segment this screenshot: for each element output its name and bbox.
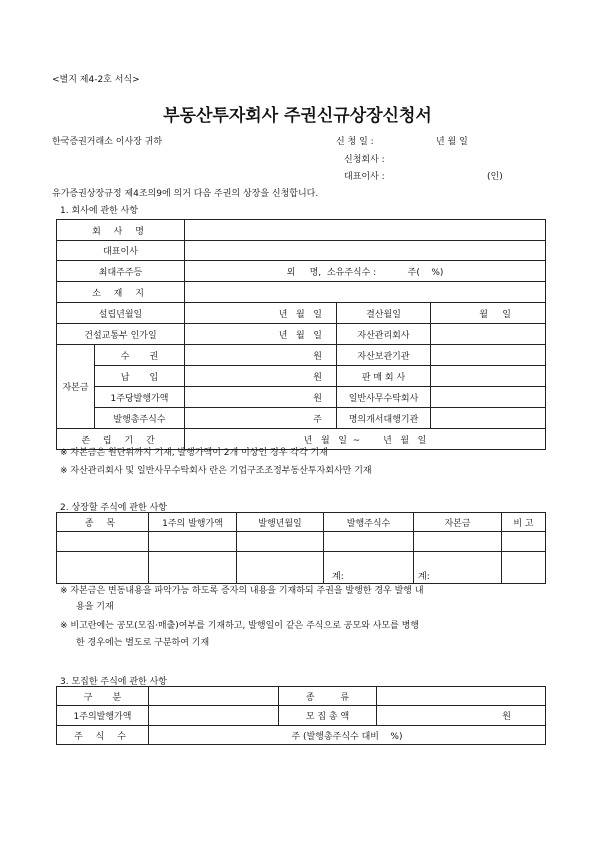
table-cell[interactable] xyxy=(237,552,324,584)
capital-row-field[interactable]: 원 xyxy=(185,387,337,408)
capital-row-right-label: 일반사무수탁회사 xyxy=(337,387,431,408)
section1-note: ※ 자본금은 원단위까지 기재, 발행가액이 2개 이상인 경우 각각 기재 xyxy=(60,448,328,458)
section1-heading: 1. 회사에 관한 사항 xyxy=(60,206,139,216)
section2-heading: 2. 상장할 주식에 관한 사항 xyxy=(60,503,167,513)
capital-row-label: 납 입 xyxy=(95,366,185,387)
table-cell[interactable] xyxy=(502,552,546,584)
representative-label: 대표이사 : xyxy=(344,172,385,182)
column-header: 1주의 발행가액 xyxy=(149,513,237,532)
capital-row-field[interactable]: 원 xyxy=(185,366,337,387)
table-cell[interactable] xyxy=(502,532,546,552)
shares-total[interactable]: 계: xyxy=(324,552,414,584)
capital-row-right-field[interactable] xyxy=(431,366,546,387)
issue-price-label: 1주의발행가액 xyxy=(57,706,149,726)
addressee: 한국증권거래소 이사장 귀하 xyxy=(52,137,163,147)
capital-row-right-field[interactable] xyxy=(431,408,546,429)
issue-price-field[interactable] xyxy=(149,706,279,726)
kind-label: 종 류 xyxy=(279,687,377,706)
asset-manager-label: 자산관리회사 xyxy=(337,324,431,345)
table-cell[interactable] xyxy=(414,532,502,552)
apply-date-label: 신 청 일 : xyxy=(336,137,374,147)
capital-total[interactable]: 계: xyxy=(414,552,502,584)
ceo-field[interactable] xyxy=(185,241,546,261)
capital-row-field[interactable]: 주 xyxy=(185,408,337,429)
capital-row-right-field[interactable] xyxy=(431,345,546,366)
table-cell[interactable] xyxy=(149,532,237,552)
document-title: 부동산투자회사 주권신규상장신청서 xyxy=(163,106,432,126)
seal-mark: (인) xyxy=(487,172,503,182)
total-amount-field[interactable]: 원 xyxy=(377,706,546,726)
apply-date-units: 년 월 일 xyxy=(436,137,468,147)
intro-text: 유가증권상장규정 제4조의9에 의거 다음 주권의 상장을 신청합니다. xyxy=(52,189,319,199)
section2-note: 용을 기재 xyxy=(76,602,114,612)
shares-field[interactable]: 주 (발행총주식수 대비 %) xyxy=(149,726,546,745)
section2-note: 한 경우에는 별도로 구분하여 기재 xyxy=(76,638,210,648)
column-header: 발행주식수 xyxy=(324,513,414,532)
capital-row-field[interactable]: 원 xyxy=(185,345,337,366)
kind-field[interactable] xyxy=(377,687,546,706)
capital-row-right-field[interactable] xyxy=(431,387,546,408)
ministry-approval-field[interactable]: 년 월 일 xyxy=(185,324,337,345)
section1-note: ※ 자산관리회사 및 일반사무수탁회사 란은 기업구조조정부동산투자회사만 기재 xyxy=(60,466,372,476)
major-holder-label: 최대주주등 xyxy=(57,261,185,282)
division-field[interactable] xyxy=(149,687,279,706)
company-name-field[interactable] xyxy=(185,220,546,241)
capital-row-right-label: 명의개서대행기관 xyxy=(337,408,431,429)
capital-row-label: 수 권 xyxy=(95,345,185,366)
establish-date-label: 설립년월일 xyxy=(57,303,185,324)
ceo-label: 대표이사 xyxy=(57,241,185,261)
ministry-approval-label: 건설교통부 인가일 xyxy=(57,324,185,345)
establish-date-field[interactable]: 년 월 일 xyxy=(185,303,337,324)
table-cell[interactable] xyxy=(149,552,237,584)
total-amount-label: 모 집 총 액 xyxy=(279,706,377,726)
section2-note: ※ 자본금은 변동내용을 파악가능 하도록 증자의 내용을 기재하되 주권을 발행한 경우 발행 내 xyxy=(60,586,424,596)
capital-row-label: 발행총주식수 xyxy=(95,408,185,429)
capital-row-right-label: 자산보관기관 xyxy=(337,345,431,366)
offering-table xyxy=(56,686,546,745)
asset-manager-field[interactable] xyxy=(431,324,546,345)
form-number: <별지 제4-2호 서식> xyxy=(52,75,140,85)
duration-label: 존 립 기 간 xyxy=(57,429,185,450)
section2-note: ※ 비고란에는 공모(모집·매출)여부를 기재하고, 발행일이 같은 주식으로 공모와 사모를 병행 xyxy=(60,621,420,631)
division-label: 구 분 xyxy=(57,687,149,706)
major-holder-field[interactable]: 외 명, 소유주식수 : 주( %) xyxy=(185,261,546,282)
column-header: 종 목 xyxy=(57,513,149,532)
fiscal-date-field[interactable]: 월 일 xyxy=(431,303,546,324)
shares-label: 주 식 수 xyxy=(57,726,149,745)
listing-shares-table xyxy=(56,512,546,584)
column-header: 자본금 xyxy=(414,513,502,532)
duration-field[interactable]: 년 월 일 ~ 년 월 일 xyxy=(185,429,546,450)
column-header: 발행년월일 xyxy=(237,513,324,532)
applicant-label: 신청회사 : xyxy=(344,155,385,165)
location-label: 소 재 지 xyxy=(57,282,185,303)
section3-heading: 3. 모집한 주식에 관한 사항 xyxy=(60,677,167,687)
company-name-label: 회 사 명 xyxy=(57,220,185,241)
capital-row-right-label: 판 매 회 사 xyxy=(337,366,431,387)
table-cell[interactable] xyxy=(57,552,149,584)
table-cell[interactable] xyxy=(57,532,149,552)
capital-row-label: 1주당발행가액 xyxy=(95,387,185,408)
capital-label: 자본금 xyxy=(57,345,95,429)
location-field[interactable] xyxy=(185,282,546,303)
table-cell[interactable] xyxy=(324,532,414,552)
fiscal-date-label: 결산월일 xyxy=(337,303,431,324)
company-info-table xyxy=(56,219,546,450)
table-cell[interactable] xyxy=(237,532,324,552)
column-header: 비 고 xyxy=(502,513,546,532)
